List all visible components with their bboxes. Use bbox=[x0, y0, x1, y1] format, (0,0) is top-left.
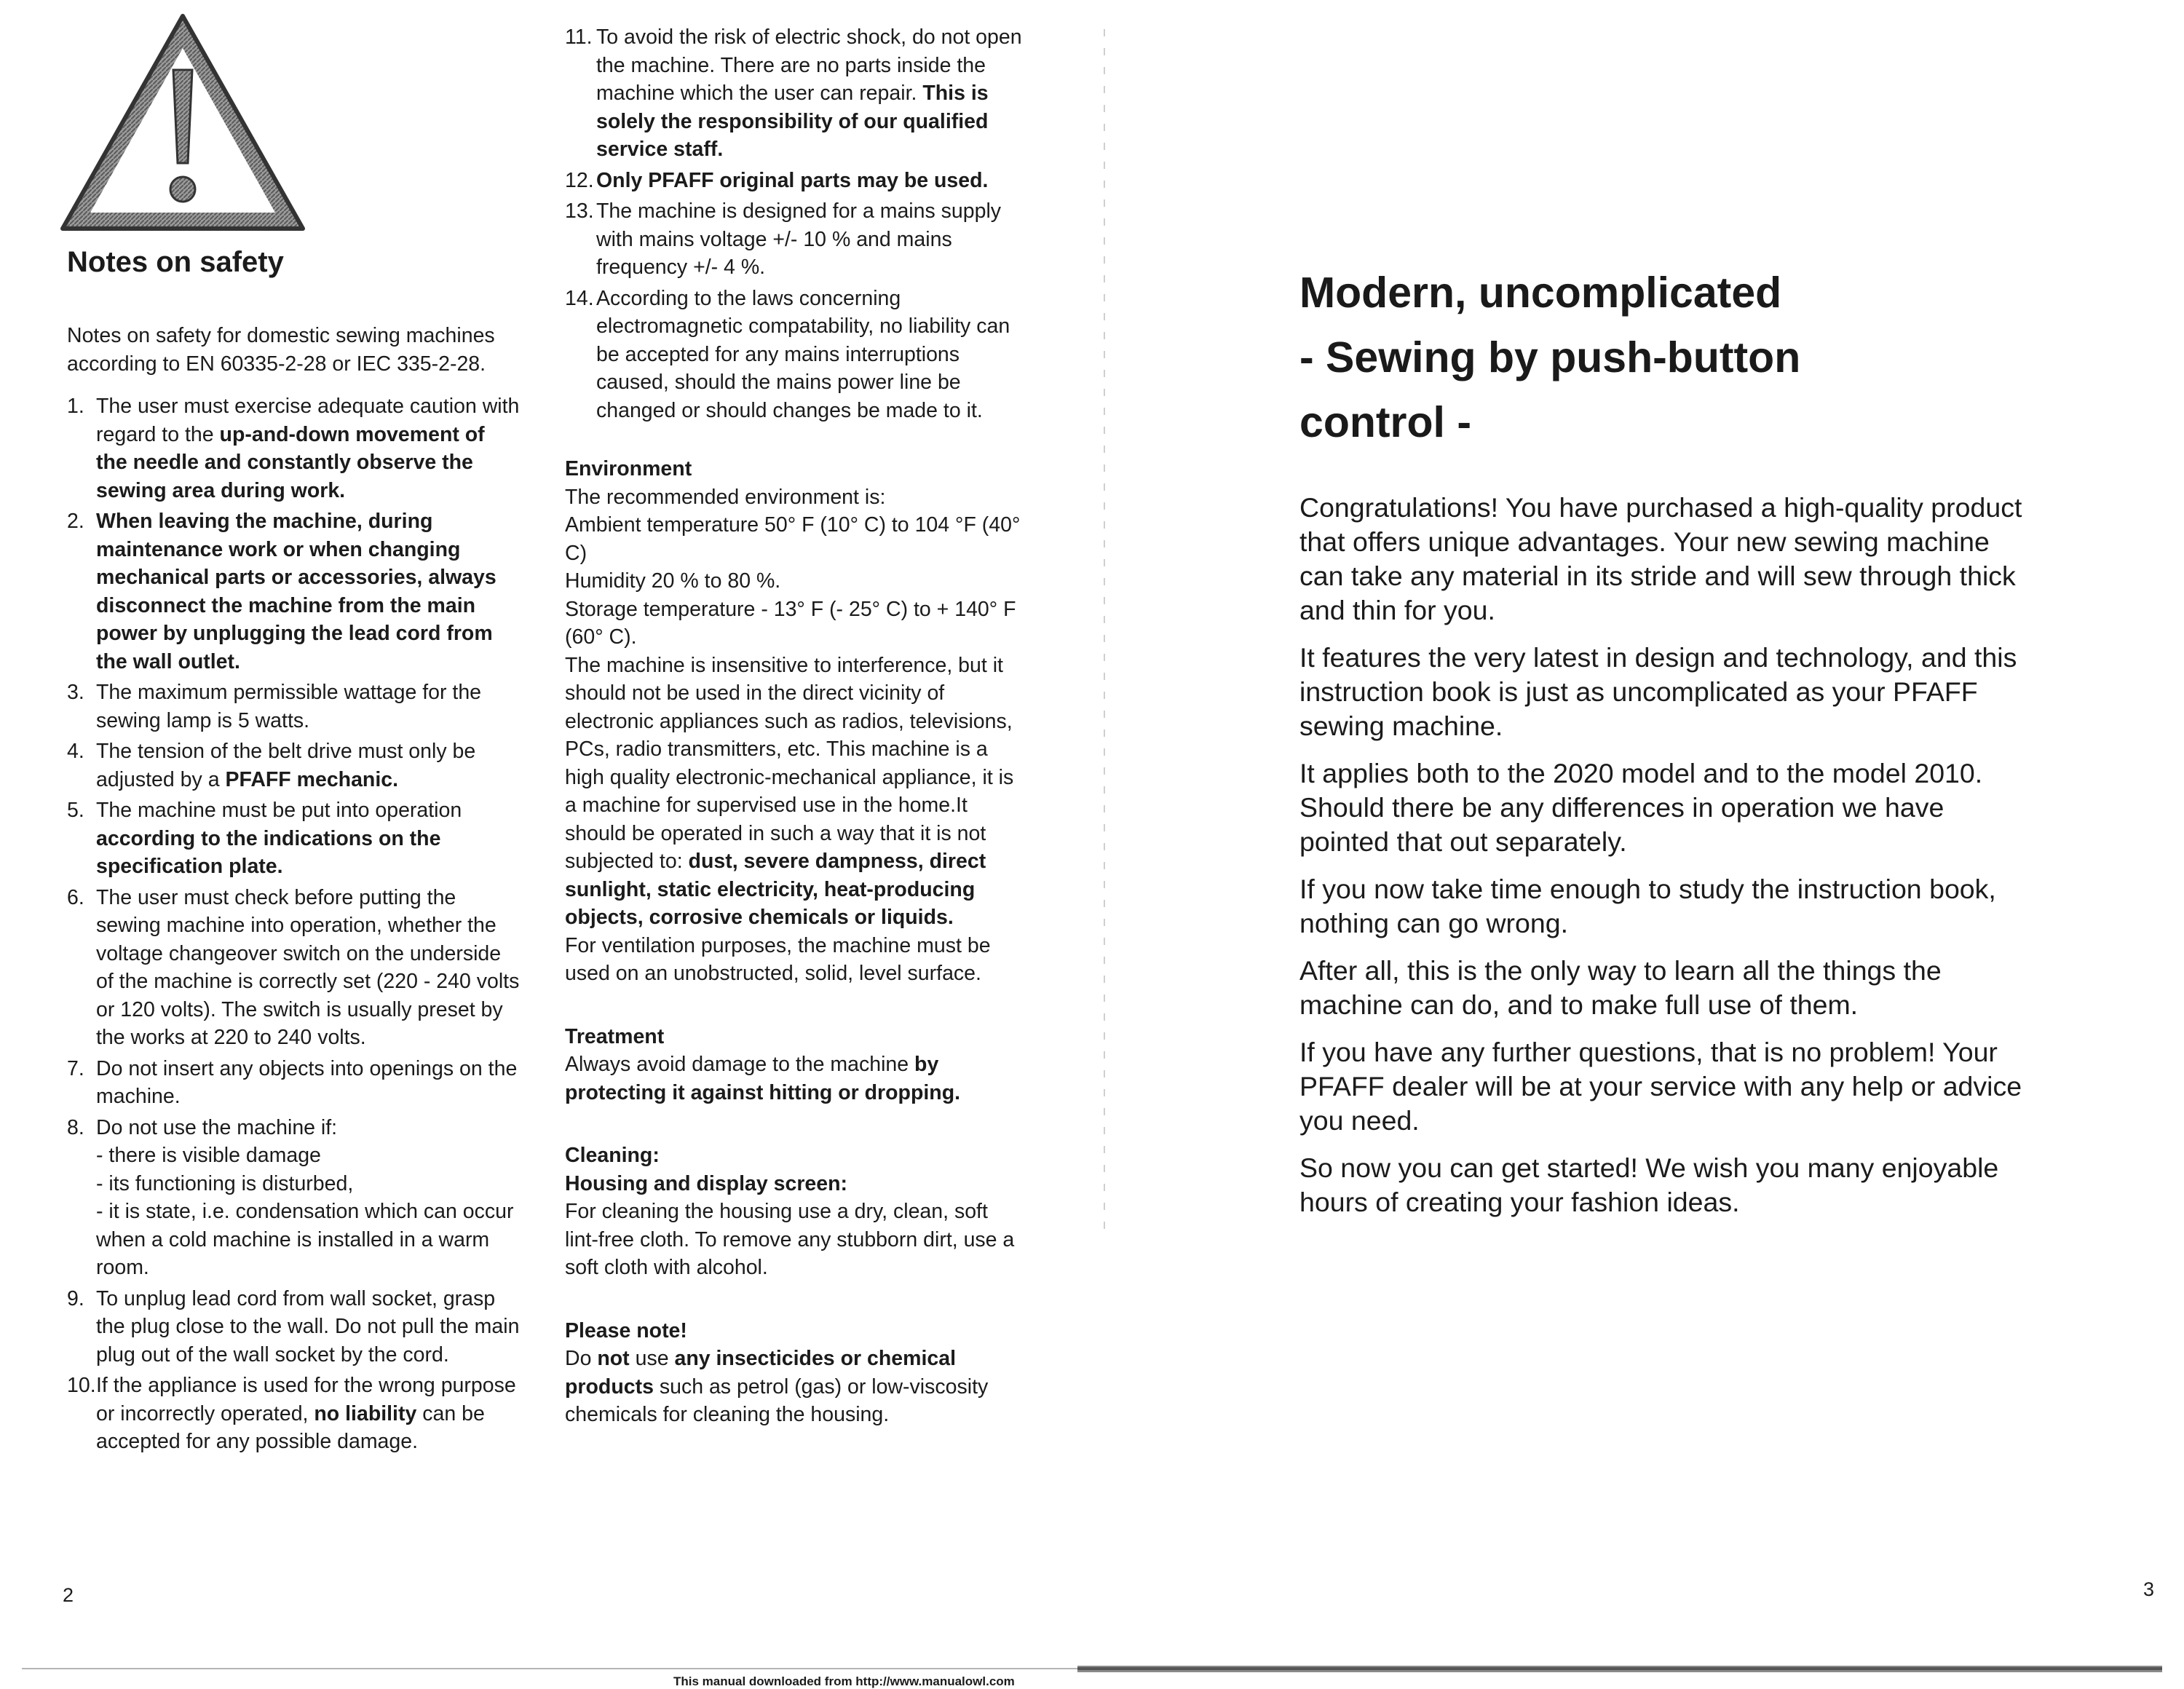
body-paragraph: If you now take time enough to study the instruction book, nothing can go wrong. bbox=[1299, 874, 1996, 938]
list-item bbox=[565, 285, 1024, 425]
note-text: use bbox=[629, 1347, 675, 1370]
safety-column bbox=[67, 322, 520, 1459]
body-paragraph: If you have any further questions, that is no problem! Your PFAFF dealer will be at your service with any help or advice you need. bbox=[1299, 1037, 2022, 1136]
cleaning-heading: Cleaning: bbox=[565, 1144, 660, 1167]
item-number: 1. bbox=[67, 395, 84, 418]
item-number: 4. bbox=[67, 740, 84, 763]
item-text-bold: When leaving the machine, during maintenance work or when changing mechanical parts or accessories, always disconnect the machine from the main power by unplugging the lead cord from the wall outlet. bbox=[96, 510, 496, 673]
note-heading: Please note! bbox=[565, 1318, 687, 1342]
item-text: Do not insert any objects into openings on the machine. bbox=[96, 1056, 518, 1108]
note-text-bold: not bbox=[597, 1347, 630, 1370]
footer-text: This manual downloaded from http://www.manualowl.com bbox=[673, 1674, 1015, 1688]
page-heading: Notes on safety bbox=[67, 246, 284, 278]
item-number: 9. bbox=[67, 1286, 84, 1310]
page-number-right: 3 bbox=[2143, 1578, 2155, 1600]
page-gutter bbox=[1104, 29, 1105, 1230]
list-item bbox=[67, 392, 520, 505]
safety-list-continued bbox=[565, 23, 1024, 424]
right-page-body bbox=[1299, 491, 2027, 1233]
treatment-text: Always avoid damage to the machine bbox=[565, 1053, 915, 1076]
environment-text: The machine is insensitive to interference, but it should not be used in the direct vicinity of electronic appliances such as radios, televisions, PCs, radio transmitters, etc. This machine is a high quality electronic-mechanical appliance, it is a machine for supervised use in the home.It should be operated in such a way that it is not subjected to: bbox=[565, 653, 1014, 873]
treatment-heading: Treatment bbox=[565, 1024, 665, 1048]
list-item bbox=[565, 167, 1024, 195]
right-page-title bbox=[1299, 261, 1800, 455]
environment-line: Storage temperature - 13° F (- 25° C) to + 140° F (60° C). bbox=[565, 597, 1016, 649]
title-line: Modern, uncomplicated bbox=[1299, 269, 1782, 317]
warning-triangle-icon bbox=[57, 10, 309, 240]
list-item bbox=[67, 1114, 520, 1282]
body-paragraph: After all, this is the only way to learn all the things the machine can do, and to make full use of them. bbox=[1299, 955, 1942, 1020]
list-item bbox=[565, 197, 1024, 282]
item-text: The tension of the belt drive must only be adjusted by a bbox=[96, 740, 476, 791]
item-number: 7. bbox=[67, 1056, 84, 1080]
environment-paragraph: For ventilation purposes, the machine must be used on an unobstructed, solid, level surface. bbox=[565, 933, 991, 985]
body-paragraph: So now you can get started! We wish you many enjoyable hours of creating your fashion ideas. bbox=[1299, 1152, 1999, 1217]
body-paragraph: It features the very latest in design and technology, and this instruction book is just as uncomplicated as your PFAFF sewing machine. bbox=[1299, 642, 2017, 741]
treatment-text-bold: by protecting it against hitting or dropping. bbox=[565, 1053, 961, 1104]
item-text-bold: Only PFAFF original parts may be used. bbox=[596, 168, 989, 192]
item-text: According to the laws concerning electromagnetic compatability, no liability can be accepted for any mains interruptions caused, should the mains power line be changed or should changes be made to it. bbox=[596, 286, 1010, 422]
item-number: 13. bbox=[565, 199, 594, 223]
middle-column bbox=[565, 23, 1024, 1429]
item-number: 5. bbox=[67, 799, 84, 822]
note-text: Do bbox=[565, 1347, 598, 1370]
list-item bbox=[67, 1055, 520, 1111]
list-item bbox=[67, 1372, 520, 1456]
item-number: 11. bbox=[565, 25, 593, 49]
item-subtext: - it is state, i.e. condensation which can occur when a cold machine is installed in a warm room. bbox=[96, 1200, 514, 1279]
cleaning-subheading: Housing and display screen: bbox=[565, 1171, 848, 1195]
list-item bbox=[67, 507, 520, 676]
body-paragraph: It applies both to the 2020 model and to the model 2010. Should there be any differences in operation we have pointed that out separately. bbox=[1299, 758, 1983, 857]
environment-text-bold: dust, severe dampness, direct sunlight, static electricity, heat-producing objects, corrosive chemicals or liquids. bbox=[565, 850, 986, 929]
safety-list bbox=[67, 392, 520, 1456]
item-number: 2. bbox=[67, 510, 84, 533]
list-item bbox=[67, 884, 520, 1052]
item-text: To avoid the risk of electric shock, do not open the machine. There are no parts inside the machine which the user can repair. bbox=[596, 25, 1022, 105]
item-text: To unplug lead cord from wall socket, grasp the plug close to the wall. Do not pull the main plug out of the wall socket by the cord. bbox=[96, 1286, 520, 1366]
list-item bbox=[67, 737, 520, 794]
item-number: 3. bbox=[67, 681, 84, 704]
page-number-left: 2 bbox=[63, 1584, 74, 1606]
environment-line: Ambient temperature 50° F (10° C) to 104 °F (40° C) bbox=[565, 513, 1021, 565]
item-text: The machine must be put into operation bbox=[96, 799, 462, 822]
list-item bbox=[67, 796, 520, 881]
item-number: 12. bbox=[565, 168, 594, 192]
list-item bbox=[67, 1285, 520, 1369]
environment-paragraph bbox=[565, 652, 1024, 932]
item-text: The user must exercise adequate caution with regard to the bbox=[96, 395, 520, 446]
environment-line: Humidity 20 % to 80 %. bbox=[565, 569, 781, 593]
item-text: The user must check before putting the sewing machine into operation, whether the voltage changeover switch on the underside of the machine is correctly set (220 - 240 volts or 120 volts). The switch is usually preset by the works at 220 to 240 volts. bbox=[96, 885, 520, 1049]
note-text: such as petrol (gas) or low-viscosity chemicals for cleaning the housing. bbox=[565, 1374, 989, 1426]
item-text-bold: PFAFF mechanic. bbox=[225, 767, 399, 791]
intro-text: Notes on safety for domestic sewing machines according to EN 60335-2-28 or IEC 335-2-28. bbox=[67, 324, 495, 376]
item-text: The machine is designed for a mains supply with mains voltage +/- 10 % and mains frequency +/- 4 %. bbox=[596, 199, 1002, 279]
item-text: can be accepted for any possible damage. bbox=[96, 1401, 485, 1453]
item-subtext: - there is visible damage bbox=[96, 1144, 321, 1167]
item-text-bold: no liability bbox=[314, 1401, 417, 1425]
body-paragraph: Congratulations! You have purchased a high-quality product that offers unique advantages. Your new sewing machine can take any material in its stride and will sew through thick and thin for you. bbox=[1299, 492, 2022, 625]
item-number: 10. bbox=[67, 1374, 96, 1397]
item-text-bold: according to the indications on the specification plate. bbox=[96, 826, 441, 878]
list-item bbox=[565, 23, 1024, 164]
item-text: Do not use the machine if: bbox=[96, 1115, 338, 1139]
item-text: The maximum permissible wattage for the sewing lamp is 5 watts. bbox=[96, 681, 482, 732]
environment-line: The recommended environment is: bbox=[565, 485, 886, 509]
list-item bbox=[67, 679, 520, 735]
item-subtext: - its functioning is disturbed, bbox=[96, 1171, 354, 1195]
title-line: control - bbox=[1299, 398, 1471, 446]
cleaning-paragraph: For cleaning the housing use a dry, clean, soft lint-free cloth. To remove any stubborn dirt, use a soft cloth with alcohol. bbox=[565, 1200, 1015, 1279]
treatment-paragraph bbox=[565, 1051, 1024, 1107]
item-text: If the appliance is used for the wrong purpose or incorrectly operated, bbox=[96, 1374, 516, 1425]
title-line: - Sewing by push-button bbox=[1299, 333, 1801, 381]
scan-edge-line bbox=[22, 1664, 2162, 1674]
item-text-bold: up-and-down movement of the needle and constantly observe the sewing area during work. bbox=[96, 422, 485, 502]
note-text-bold: any insecticides or chemical products bbox=[565, 1347, 956, 1399]
item-text-bold: This is solely the responsibility of our qualified service staff. bbox=[596, 82, 989, 161]
environment-heading: Environment bbox=[565, 457, 692, 480]
item-number: 6. bbox=[67, 885, 84, 909]
note-paragraph bbox=[565, 1345, 1024, 1429]
item-number: 14. bbox=[565, 286, 594, 310]
item-number: 8. bbox=[67, 1115, 84, 1139]
